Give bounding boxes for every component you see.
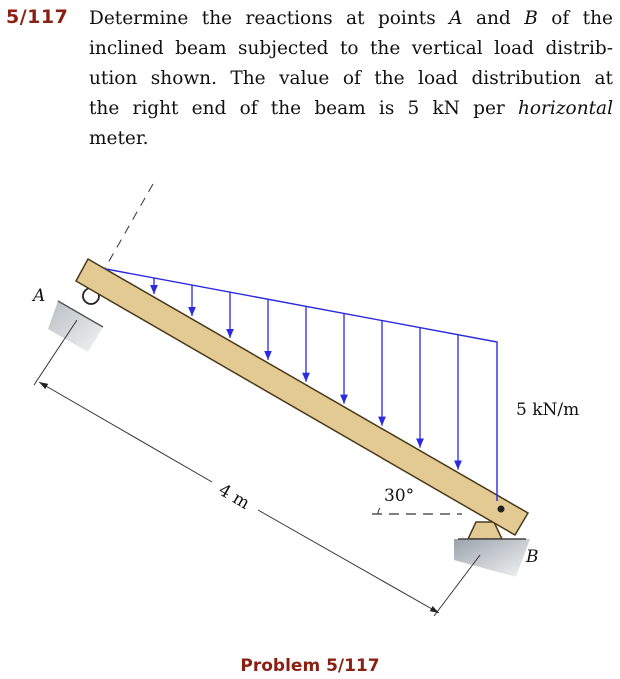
support-a [48, 301, 103, 352]
statement-italic: horizontal [518, 98, 613, 119]
statement-line: inclined beam subjected to the vertical load distrib- [89, 38, 613, 59]
statement-italic: B [524, 8, 538, 29]
statement-line: Determine the reactions at points A and B of the [89, 8, 613, 29]
figure-caption: Problem 5/117 [240, 656, 380, 676]
statement-line: meter. [89, 128, 149, 149]
load-value-label: 5 kN/m [516, 400, 580, 420]
statement-line: the right end of the beam is 5 kN per horizontal [89, 98, 613, 119]
label-a: A [33, 286, 46, 306]
angle-label: 30° [384, 486, 415, 506]
label-b: B [526, 547, 539, 567]
dimension-line-right [258, 510, 439, 613]
inclined-beam [76, 259, 528, 535]
dimension-line-left [39, 382, 212, 482]
statement-italic: A [449, 8, 463, 29]
statement-line: ution shown. The value of the load distribution at [89, 68, 613, 89]
angle-arc [378, 508, 380, 514]
dimension-extension-b [434, 555, 480, 616]
length-label: 4 m [214, 480, 254, 514]
problem-number: 5/117 [6, 6, 69, 28]
pin-b [498, 506, 505, 513]
normal-dashed-line [104, 184, 153, 270]
